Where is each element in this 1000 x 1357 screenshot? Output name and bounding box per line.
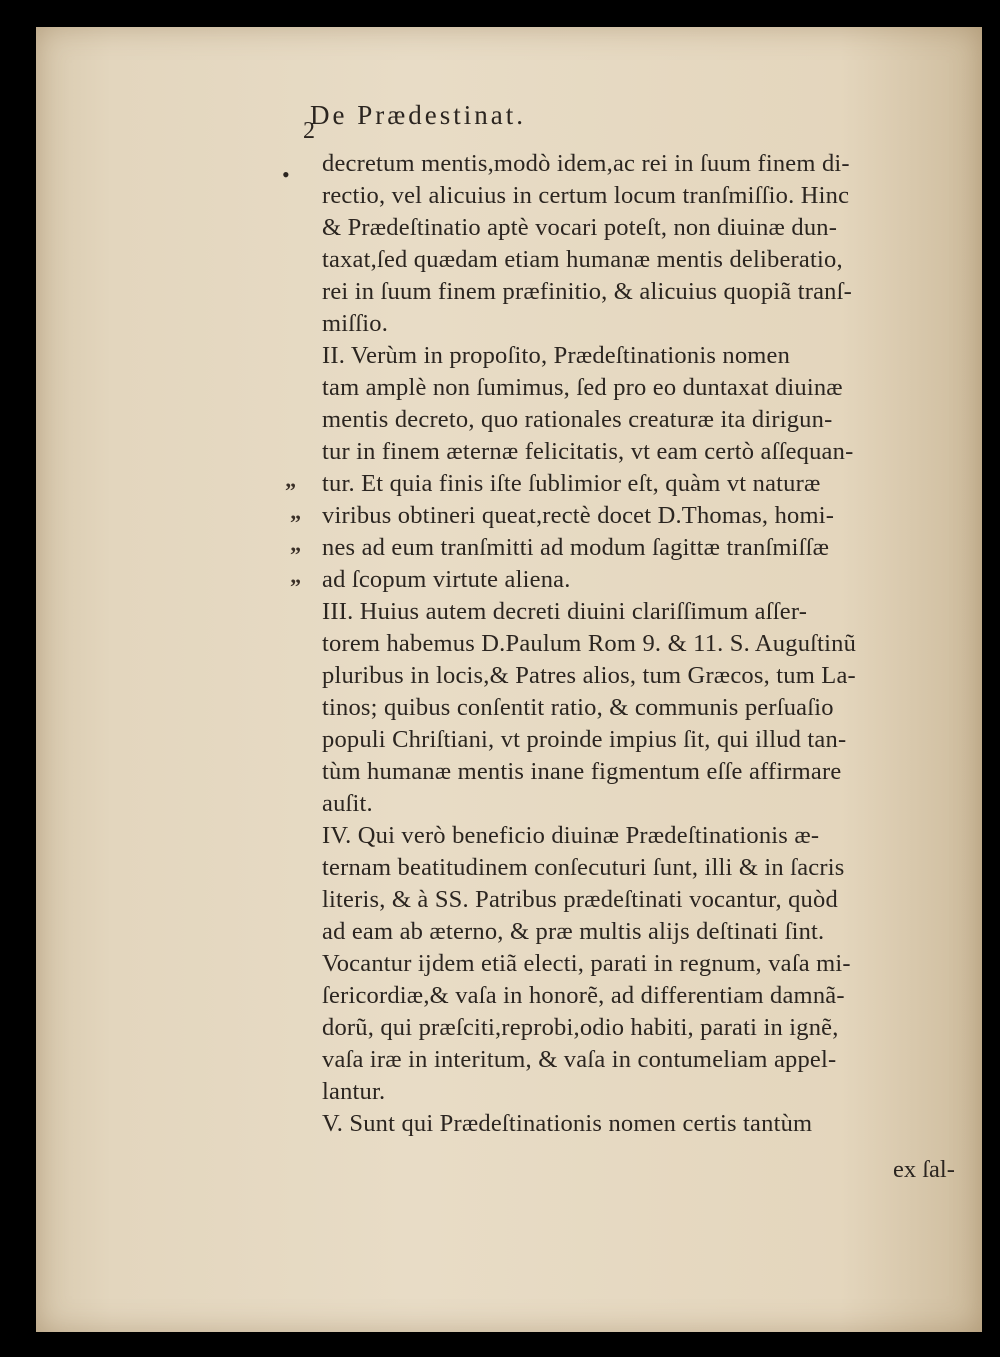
- text-line: lantur.: [322, 1078, 386, 1105]
- text-line: tam amplè non ſumimus, ſed pro eo duntaxat diuinæ: [322, 374, 843, 401]
- text-line: tinos; quibus conſentit ratio, & communis perſuaſio: [322, 694, 834, 721]
- margin-dot: •: [282, 162, 290, 187]
- text-line: rectio, vel alicuius in certum locum tranſmiſſio. Hinc: [322, 182, 850, 209]
- text-line: II. Verùm in propoſito, Prædeſtinationis nomen: [322, 342, 791, 369]
- text-line: nes ad eum tranſmitti ad modum ſagittæ tranſmiſſæ: [322, 534, 830, 561]
- text-line: viribus obtineri queat,rectè docet D.Thomas, homi-: [322, 502, 835, 529]
- text-line: miſſio.: [322, 310, 389, 337]
- page-number: 2: [303, 118, 315, 144]
- text-line: rei in ſuum finem præfinitio, & alicuius quopiã tranſ-: [322, 278, 852, 305]
- text-line: taxat,ſed quædam etiam humanæ mentis deliberatio,: [322, 246, 843, 273]
- margin-quote-mark: ”: [290, 510, 301, 535]
- text-line: auſit.: [322, 790, 373, 817]
- text-line: & Prædeſtinatio aptè vocari poteſt, non diuinæ dun-: [322, 214, 838, 241]
- text-line: vaſa iræ in interitum, & vaſa in contumeliam appel-: [322, 1046, 837, 1073]
- text-line: pluribus in locis,& Patres alios, tum Græcos, tum La-: [322, 662, 856, 689]
- text-line: ſericordiæ,& vaſa in honorẽ, ad differentiam damnã-: [322, 982, 845, 1009]
- text-line: dorũ, qui præſciti,reprobi,odio habiti, parati in ignẽ,: [322, 1014, 839, 1041]
- text-line: ternam beatitudinem conſecuturi ſunt, illi & in ſacris: [322, 854, 845, 881]
- text-line: tùm humanæ mentis inane figmentum eſſe affirmare: [322, 758, 842, 785]
- text-line: decretum mentis,modò idem,ac rei in ſuum finem di-: [322, 150, 850, 177]
- text-line: Vocantur ijdem etiã electi, parati in regnum, vaſa mi-: [322, 950, 851, 977]
- text-line: ad eam ab æterno, & præ multis alijs deſtinati ſint.: [322, 918, 825, 945]
- text-line: IV. Qui verò beneficio diuinæ Prædeſtinationis æ-: [322, 822, 820, 849]
- text-line: V. Sunt qui Prædeſtinationis nomen certis tantùm: [322, 1110, 813, 1137]
- margin-quote-mark: ”: [290, 542, 301, 567]
- text-line: III. Huius autem decreti diuini clariſſimum aſſer-: [322, 598, 808, 625]
- text-line: populi Chriſtiani, vt proinde impius ſit, qui illud tan-: [322, 726, 847, 753]
- text-line: literis, & à SS. Patribus prædeſtinati vocantur, quòd: [322, 886, 838, 913]
- text-line: tur. Et quia finis iſte ſublimior eſt, quàm vt naturæ: [322, 470, 821, 497]
- margin-quote-mark: ”: [285, 478, 296, 503]
- margin-quote-mark: ”: [290, 574, 301, 599]
- text-line: torem habemus D.Paulum Rom 9. & 11. S. Auguſtinũ: [322, 630, 857, 657]
- text-line: mentis decreto, quo rationales creaturæ ita dirigun-: [322, 406, 833, 433]
- catchword: ex ſal-: [893, 1156, 955, 1183]
- text-line: tur in finem æternæ felicitatis, vt eam certò aſſequan-: [322, 438, 854, 465]
- text-line: ad ſcopum virtute aliena.: [322, 566, 571, 593]
- running-head: De Prædestinat.: [310, 100, 526, 130]
